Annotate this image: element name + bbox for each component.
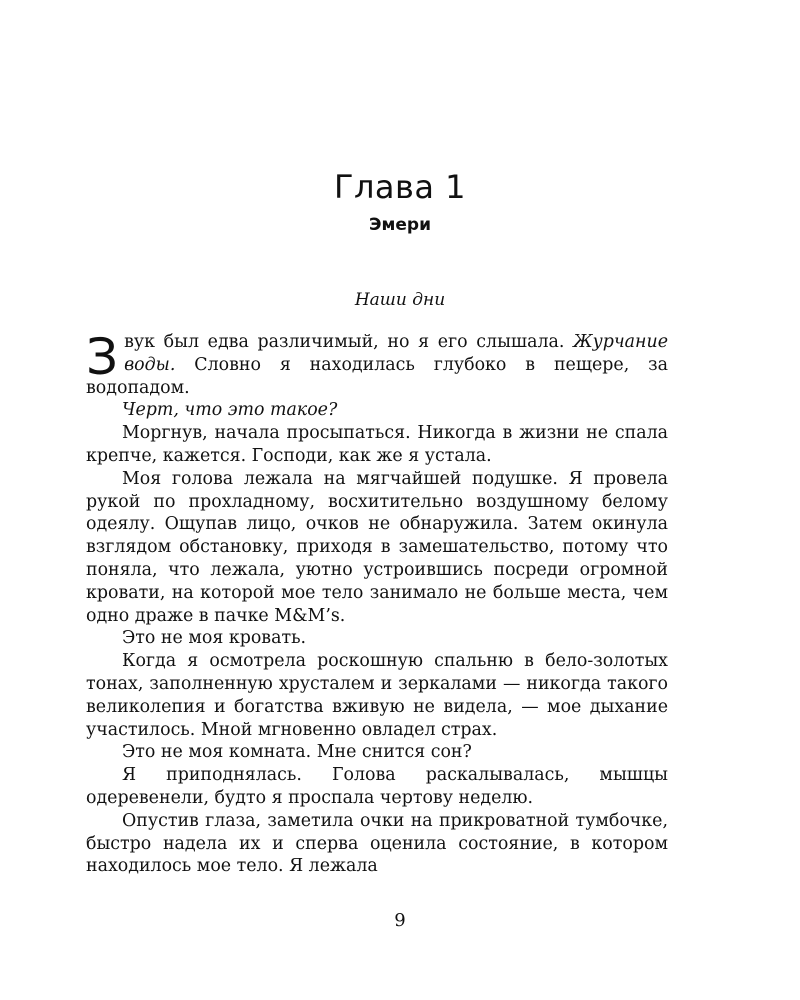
paragraph-2: Черт, что это такое?	[122, 400, 338, 421]
chapter-title: Глава 1	[333, 168, 467, 206]
chapter-character-name: Эмери	[369, 215, 431, 235]
chapter-body	[86, 328, 668, 878]
paragraph-1-text: вук был едва различимый, но я его слышала.	[124, 332, 565, 352]
paragraph-4: Моя голова лежала на мягчайшей подушке. Я провела рукой по прохладному, восхитительно воздушному белому одеялу. Ощупав лицо, очков не обнаружила. Затем окинула взглядом обстановку, приходя в замешательство, потому что поняла, что лежала, уютно устроившись посреди огромной кровати, на которой мое тело занимало не больше места, чем одно драже в пачке M&M’s.	[86, 468, 668, 626]
paragraph-9: Опустив глаза, заметила очки на прикроватной тумбочке, быстро надела их и сперва оценила состояние, в котором находилось мое тело. Я лежала	[86, 810, 668, 877]
paragraph-1-italic: Журчание воды.	[124, 332, 668, 375]
paragraph-1-tail: Словно я находилась глубоко в пещере, за водопадом.	[86, 354, 668, 398]
paragraph-7: Это не моя комната. Мне снится сон?	[122, 742, 472, 763]
paragraph-3: Моргнув, начала просыпаться. Никогда в жизни не спала крепче, кажется. Господи, как же я устала.	[86, 423, 668, 466]
section-time-marker: Наши дни	[354, 290, 446, 310]
drop-cap: З	[86, 328, 119, 386]
paragraph-6: Когда я осмотрела роскошную спальню в бело-золотых тонах, заполненную хрусталем и зеркалами — никогда такого великолепия и богатства вживую не видела, — мое дыхание участилось. Мной мгновенно овладел страх.	[86, 651, 668, 740]
paragraph-1	[86, 328, 668, 399]
paragraph-8: Я приподнялась. Голова раскалывалась, мышцы одеревенели, будто я проспала чертову неделю.	[86, 765, 668, 808]
paragraph-5: Это не моя кровать.	[122, 628, 307, 649]
page-number: 9	[394, 910, 406, 931]
